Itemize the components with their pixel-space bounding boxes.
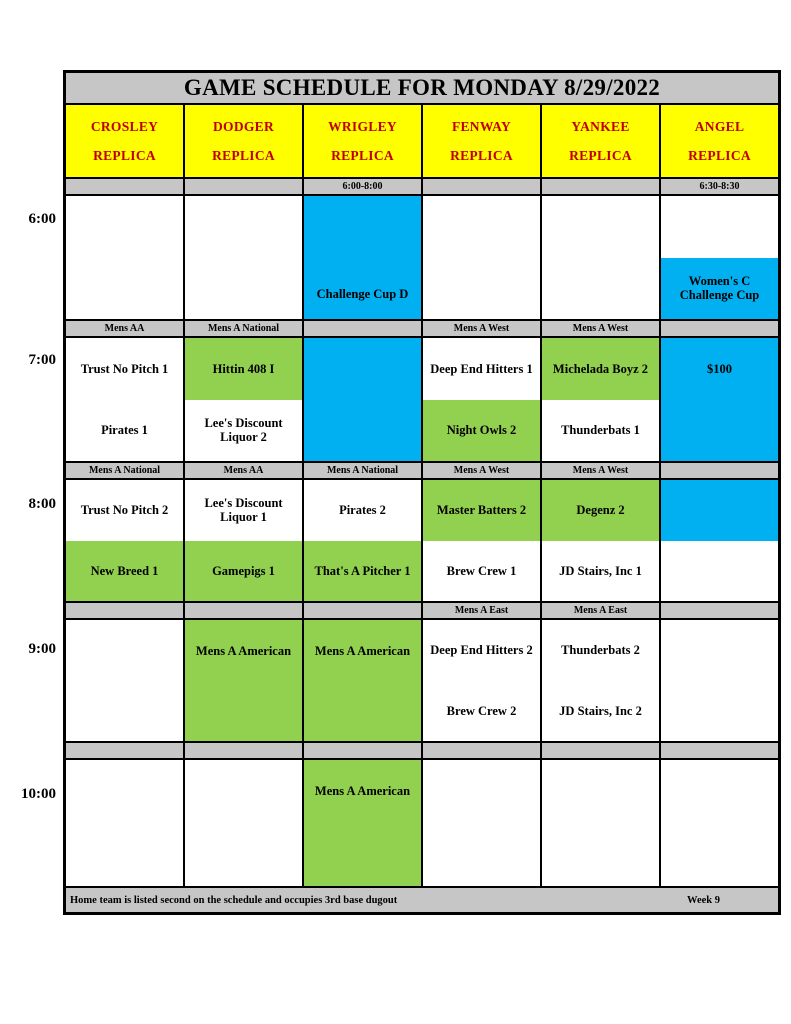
band-cell-crosley — [66, 179, 185, 194]
cell-1000-yankee — [542, 760, 661, 886]
band-cell-yankee: Mens A West — [542, 463, 661, 478]
week-label: Week 9 — [687, 894, 720, 906]
cell-1000-fenway — [423, 760, 542, 886]
matchup-away — [542, 338, 659, 400]
team-name: Master Batters 2 — [436, 503, 527, 518]
band-cell-wrigley: Mens A National — [304, 463, 423, 478]
field-type: REPLICA — [450, 147, 513, 163]
band-cell-wrigley — [304, 743, 423, 758]
team-name: Gamepigs 1 — [212, 563, 275, 578]
schedule-title: GAME SCHEDULE FOR MONDAY 8/29/2022 — [183, 75, 661, 100]
field-header-wrigley — [304, 105, 423, 177]
cell-700-angel — [661, 338, 778, 461]
team-name: Pirates 1 — [101, 423, 148, 438]
matchup-home — [66, 400, 183, 462]
band-cell-angel — [661, 463, 778, 478]
team-name: Deep End Hitters 2 — [430, 643, 533, 658]
band-cell-angel — [661, 743, 778, 758]
matchup-home — [66, 541, 183, 602]
event-label: Challenge Cup D — [316, 286, 409, 301]
matchup-away — [185, 338, 302, 400]
cell-900-fenway — [423, 620, 542, 741]
matchup-away — [423, 338, 540, 400]
cell-800-fenway — [423, 480, 542, 601]
time-label-900: 9:00 — [28, 641, 56, 657]
band-cell-yankee — [542, 179, 661, 194]
matchup-home — [423, 400, 540, 462]
band-cell-yankee — [542, 743, 661, 758]
division-label-wrap — [185, 620, 302, 741]
slot-row-700 — [66, 338, 778, 463]
event-label: Women's C Challenge Cup — [679, 273, 760, 303]
band-cell-crosley: Mens AA — [66, 321, 185, 336]
cell-1000-wrigley — [304, 760, 423, 886]
field-name: FENWAY — [451, 118, 512, 134]
cell-900-crosley — [66, 620, 185, 741]
matchup-home — [423, 681, 540, 742]
division-band-1000 — [66, 743, 778, 760]
band-cell-fenway: Mens A East — [423, 603, 542, 618]
team-name: JD Stairs, Inc 2 — [559, 703, 642, 718]
cell-1000-crosley — [66, 760, 185, 886]
team-name: Michelada Boyz 2 — [552, 361, 649, 376]
cell-600-yankee — [542, 196, 661, 319]
matchup-home — [304, 541, 421, 602]
team-name: Thunderbats 1 — [561, 423, 640, 438]
cell-900-wrigley — [304, 620, 423, 741]
slot-row-600 — [66, 196, 778, 321]
band-cell-crosley: Mens A National — [66, 463, 185, 478]
empty-half — [661, 541, 778, 602]
cell-1000-angel — [661, 760, 778, 886]
band-cell-yankee: Mens A East — [542, 603, 661, 618]
footer-bar — [66, 888, 778, 912]
team-name: Pirates 2 — [339, 503, 386, 518]
cell-600-angel — [661, 196, 778, 319]
band-cell-dodger: Mens AA — [185, 463, 304, 478]
event-continuation — [661, 480, 778, 541]
field-name: CROSLEY — [90, 118, 159, 134]
division-label-wrap — [304, 620, 421, 741]
cell-800-wrigley — [304, 480, 423, 601]
band-cell-dodger — [185, 179, 304, 194]
band-cell-angel — [661, 603, 778, 618]
cell-600-dodger — [185, 196, 304, 319]
field-type: REPLICA — [93, 147, 156, 163]
cell-600-crosley — [66, 196, 185, 319]
matchup-away — [423, 620, 540, 681]
slot-row-1000 — [66, 760, 778, 888]
matchup-away — [542, 620, 659, 681]
band-cell-wrigley — [304, 321, 423, 336]
band-cell-dodger — [185, 743, 304, 758]
cell-900-dodger — [185, 620, 304, 741]
cell-800-crosley — [66, 480, 185, 601]
slot-row-900 — [66, 620, 778, 743]
field-header-yankee — [542, 105, 661, 177]
matchup-home — [542, 681, 659, 742]
matchup-away — [423, 480, 540, 541]
team-name: Hittin 408 I — [212, 361, 275, 376]
event-label-wrap — [304, 196, 421, 319]
division-label: Mens A American — [195, 644, 292, 658]
field-type: REPLICA — [569, 147, 632, 163]
team-name: Degenz 2 — [576, 503, 625, 518]
team-name: Lee's Discount Liquor 1 — [204, 495, 283, 525]
matchup-away — [66, 480, 183, 541]
team-name: Brew Crew 2 — [446, 703, 517, 718]
time-label-1000: 10:00 — [21, 786, 56, 802]
matchup-home — [542, 400, 659, 462]
time-label-700: 7:00 — [28, 352, 56, 368]
cell-800-angel — [661, 480, 778, 601]
field-name: YANKEE — [571, 118, 630, 134]
matchup-away — [185, 480, 302, 541]
matchup-home — [542, 541, 659, 602]
schedule-table — [63, 70, 781, 915]
time-label-800: 8:00 — [28, 496, 56, 512]
division-band-800 — [66, 463, 778, 480]
cell-800-dodger — [185, 480, 304, 601]
band-cell-wrigley — [304, 603, 423, 618]
field-header-row — [66, 105, 778, 179]
team-name: Night Owls 2 — [446, 423, 517, 438]
empty-half — [661, 196, 778, 258]
band-cell-angel — [661, 321, 778, 336]
matchup-home — [185, 541, 302, 602]
team-name: New Breed 1 — [90, 563, 159, 578]
field-header-crosley — [66, 105, 185, 177]
band-cell-dodger: Mens A National — [185, 321, 304, 336]
team-name: Thunderbats 2 — [561, 643, 640, 658]
band-cell-wrigley: 6:00-8:00 — [304, 179, 423, 194]
title-bar — [66, 73, 778, 105]
cell-1000-dodger — [185, 760, 304, 886]
division-label: Mens A American — [314, 784, 411, 798]
band-cell-crosley — [66, 743, 185, 758]
cell-700-wrigley — [304, 338, 423, 461]
fee-label-wrap — [661, 338, 778, 461]
band-cell-fenway — [423, 179, 542, 194]
fee-label: $100 — [707, 362, 732, 376]
band-cell-fenway: Mens A West — [423, 463, 542, 478]
event-label-wrap — [661, 258, 778, 320]
field-header-angel — [661, 105, 778, 177]
cell-800-yankee — [542, 480, 661, 601]
cell-900-angel — [661, 620, 778, 741]
field-type: REPLICA — [331, 147, 394, 163]
division-label: Mens A American — [314, 644, 411, 658]
field-type: REPLICA — [212, 147, 275, 163]
cell-700-yankee — [542, 338, 661, 461]
band-cell-angel: 6:30-8:30 — [661, 179, 778, 194]
team-name: Brew Crew 1 — [446, 563, 517, 578]
team-name: JD Stairs, Inc 1 — [559, 563, 642, 578]
band-cell-crosley — [66, 603, 185, 618]
team-name: Deep End Hitters 1 — [430, 361, 533, 376]
matchup-away — [542, 480, 659, 541]
cell-900-yankee — [542, 620, 661, 741]
field-header-fenway — [423, 105, 542, 177]
field-header-dodger — [185, 105, 304, 177]
slot-row-800 — [66, 480, 778, 603]
cell-600-fenway — [423, 196, 542, 319]
band-cell-yankee: Mens A West — [542, 321, 661, 336]
division-label-wrap — [304, 760, 421, 886]
cell-600-wrigley — [304, 196, 423, 319]
matchup-away — [66, 338, 183, 400]
team-name: That's A Pitcher 1 — [314, 563, 411, 578]
team-name: Lee's Discount Liquor 2 — [204, 415, 283, 445]
cell-700-fenway — [423, 338, 542, 461]
footer-note: Home team is listed second on the schedule and occupies 3rd base dugout — [70, 894, 398, 906]
field-name: ANGEL — [694, 118, 745, 134]
session-time-band — [66, 179, 778, 196]
time-label-600: 6:00 — [28, 211, 56, 227]
matchup-home — [423, 541, 540, 602]
team-name: Trust No Pitch 2 — [80, 503, 169, 518]
cell-700-crosley — [66, 338, 185, 461]
band-cell-fenway — [423, 743, 542, 758]
field-name: DODGER — [212, 118, 275, 134]
band-cell-fenway: Mens A West — [423, 321, 542, 336]
cell-700-dodger — [185, 338, 304, 461]
field-name: WRIGLEY — [328, 118, 397, 134]
matchup-away — [304, 480, 421, 541]
division-band-700 — [66, 321, 778, 338]
field-type: REPLICA — [688, 147, 751, 163]
division-band-900 — [66, 603, 778, 620]
band-cell-dodger — [185, 603, 304, 618]
matchup-home — [185, 400, 302, 462]
team-name: Trust No Pitch 1 — [80, 361, 169, 376]
